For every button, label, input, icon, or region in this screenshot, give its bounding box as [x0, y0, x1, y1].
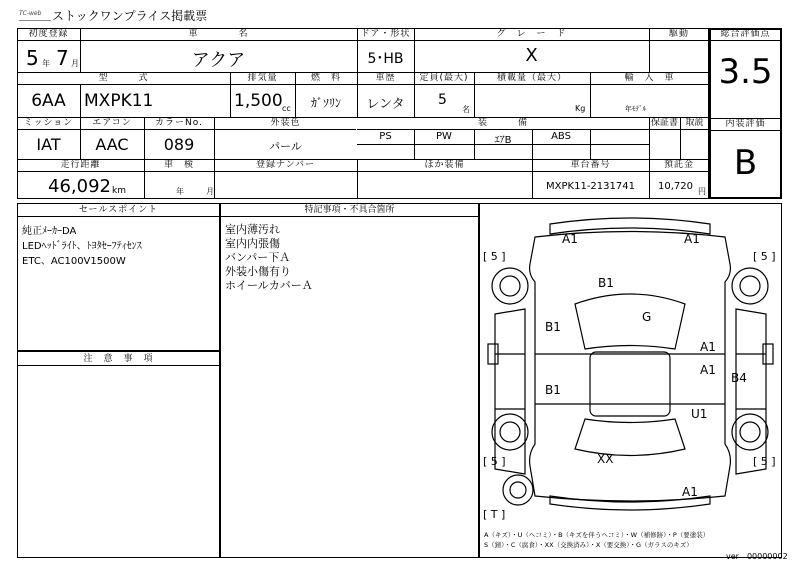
chassis-number: MXPK11-2131741 [546, 181, 635, 192]
reg-month-unit: 月 [71, 59, 79, 68]
load-unit: Kg [575, 104, 586, 113]
damage-code: A1 [682, 485, 698, 499]
inspection-label: 車 検 [163, 160, 194, 170]
insp-month-unit: 月 [206, 187, 214, 196]
aircon-label: エアコン [92, 118, 132, 128]
sales-point-line: LEDﾍｯﾄﾞﾗｲﾄ、ﾄﾖﾀｾｰﾌﾃｨｾﾝｽ [22, 241, 142, 252]
sales-point-line: 純正ﾒｰｶｰDA [22, 226, 77, 237]
reg-month: 7 [56, 46, 69, 70]
caution-box [17, 351, 220, 558]
other-equip-label: ほか装備 [424, 160, 465, 170]
damage-code: B1 [545, 383, 561, 397]
sales-points-label: セールスポイント [78, 205, 159, 215]
car-name: アクア [191, 50, 246, 71]
page-title: ストックワンプライス掲載票 [52, 9, 208, 23]
equip-pw: PW [436, 131, 452, 142]
note-line: 外装小傷有り [225, 265, 291, 278]
deposit: 10,720 [658, 181, 693, 192]
sales-point-line: ETC、AC100V1500W [22, 256, 126, 267]
car-name-label: 車 名 [188, 29, 249, 39]
damage-legend: A（キズ）・U（ヘコミ）・B（キズを伴うヘコミ）・W（補修跡）・P（要塗装） [484, 531, 710, 539]
damage-code: XX [597, 452, 614, 466]
damage-code: B4 [731, 371, 747, 385]
history: レンタ [366, 97, 405, 112]
damage-code: A1 [700, 340, 716, 354]
notes-label: 特記事項・不具合箇所 [304, 205, 395, 215]
import-label: 輸 入 車 [624, 73, 675, 83]
door-shape: 5･HB [367, 51, 404, 67]
mileage-label: 走行距離 [60, 160, 101, 170]
tire-mark-fl: [ 5 ] [483, 250, 506, 263]
exterior-label: 外装色 [270, 118, 301, 128]
equip-airbag: ｴｱB [494, 135, 512, 146]
spare-tire-mark: [ T ] [483, 508, 506, 521]
tire-mark-fr: [ 5 ] [753, 250, 776, 263]
equip-abs: ABS [551, 131, 571, 142]
grade-label: グ レ ー ド [496, 29, 567, 39]
history-label: 車歴 [375, 73, 396, 83]
color-no: 089 [163, 135, 195, 154]
drive-label: 駆動 [668, 29, 689, 39]
interior-score-label: 内装評価 [711, 118, 780, 131]
mission: IAT [36, 135, 61, 154]
equip-ps: PS [379, 131, 392, 142]
reg-year-unit: 年 [42, 59, 50, 68]
capacity-unit: 名 [462, 105, 470, 114]
chassis-label: 車台番号 [570, 160, 611, 170]
displacement-label: 排気量 [247, 73, 278, 83]
import-note: 年ﾓﾃﾞﾙ [625, 105, 646, 113]
mission-label: ミッション [23, 118, 74, 128]
damage-code: A1 [684, 232, 700, 246]
damage-code: G [642, 310, 652, 324]
total-score-label: 総合評価点 [711, 29, 780, 41]
reg-year: 5 [26, 46, 39, 70]
note-line: 室内薄汚れ [225, 223, 280, 236]
note-line: バンパー下Ａ [225, 251, 291, 264]
fuel: ｶﾞｿﾘﾝ [310, 96, 341, 110]
damage-code: U1 [691, 407, 708, 421]
color-no-label: カラーNo. [155, 118, 203, 128]
tire-mark-rr: [ 5 ] [753, 455, 776, 468]
grade: X [525, 45, 538, 66]
total-score: 3.5 [718, 52, 773, 92]
deposit-unit: 円 [698, 187, 706, 196]
warranty-label: 保証書 [650, 118, 678, 128]
damage-code: B1 [598, 276, 614, 290]
model-code: MXPK11 [84, 91, 154, 111]
load-label: 積載量（最大） [496, 73, 567, 83]
capacity-label: 定員(最大) [419, 73, 469, 83]
plate-label: 登録ナンバー [256, 160, 315, 170]
damage-code: A1 [562, 232, 578, 246]
note-line: 室内内張傷 [225, 237, 280, 250]
logo: TC-web [19, 10, 51, 21]
insp-year-unit: 年 [176, 187, 184, 196]
tire-mark-rl: [ 5 ] [483, 455, 506, 468]
fuel-label: 燃 料 [310, 73, 341, 83]
engine-code: 6AA [31, 91, 66, 111]
first-reg-label: 初度登録 [28, 29, 69, 39]
equipment-label: 装 備 [477, 118, 528, 128]
mileage-unit: km [112, 186, 126, 196]
capacity: 5 [438, 92, 447, 108]
deposit-label: 預託金 [663, 160, 694, 170]
version: ver 00000002 [726, 552, 788, 561]
interior-score: B [733, 143, 758, 183]
note-line: ホイールカバーＡ [225, 279, 313, 292]
displacement-unit: cc [282, 104, 291, 113]
manual-label: 取説 [685, 118, 704, 128]
door-label: ドア・形状 [360, 29, 411, 39]
aircon: AAC [95, 135, 129, 154]
caution-label: 注 意 事 項 [83, 354, 154, 364]
damage-code: B1 [545, 320, 561, 334]
model-label: 型 式 [98, 73, 149, 83]
damage-code: A1 [700, 363, 716, 377]
exterior-color: パール [269, 140, 302, 153]
mileage: 46,092 [48, 176, 111, 197]
damage-legend: S（錆）・C（腐食）・XX（交換済み）・X（要交換）・G（ガラスのキズ） [484, 541, 693, 549]
displacement: 1,500 [234, 91, 283, 111]
